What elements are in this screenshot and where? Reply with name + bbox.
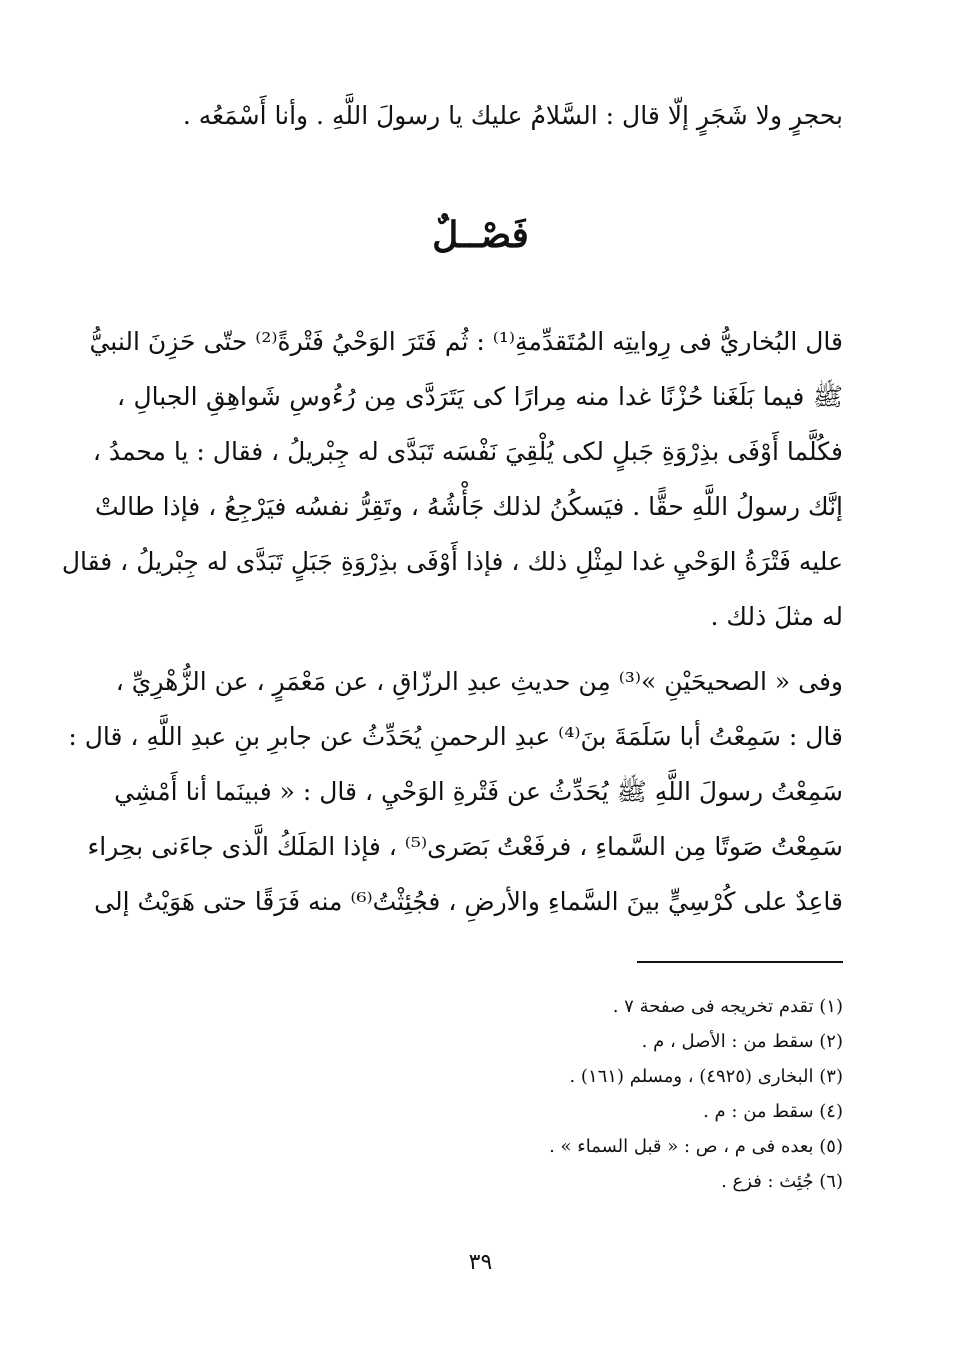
- footnote: (٣) البخارى (٤٩٢٥) ، ومسلم (١٦١) .: [569, 1066, 843, 1087]
- paragraph-line: عليه فَتْرَةُ الوَحْيِ غدا لمِثْلِ ذلك ، فإذا أَوْفَى بذِرْوَةِ جَبَلٍ تَبَدَّى له جِبْريلُ ، فقال: [61, 547, 843, 576]
- section-heading: فَصْــلٌ: [432, 214, 529, 256]
- paragraph-line: فكُلَّما أَوْفَى بذِرْوَةِ جَبلٍ لكى يُلْقِيَ نَفْسَه تَبَدَّى له جِبْريلُ ، فقال : يا محمدُ ،: [92, 437, 843, 466]
- paragraph-line: قال البُخاريُّ فى رِوايتِه المُتَقدِّمةِ⁽¹⁾ : ثُم فَتَرَ الوَحْيُ فَتْرةً⁽²⁾ حتّى حَزِنَ النبيُّ: [89, 327, 843, 356]
- paragraph-line: قال : سَمِعْتُ أبا سَلَمَةَ بنَ⁽⁴⁾ عبدِ الرحمنِ يُحَدِّثُ عن جابرِ بنِ عبدِ اللَّهِ ، قال :: [68, 722, 843, 751]
- paragraph-line: إنَّك رسولُ اللَّهِ حقًّا . فيَسكُنُ لذلك جَأْشُهُ ، وتَقِرُّ نفسُه فيَرْجِعُ ، فإذا طالتْ: [94, 492, 843, 521]
- paragraph-line: ﷺ فيما بَلَغَنا حُزْنًا غدا منه مِرارًا كى يَتَرَدَّى مِن رُءُوسِ شَواهِقِ الجبالِ ،: [117, 382, 843, 411]
- paragraph-line: له مثلَ ذلك .: [710, 602, 843, 631]
- footnote: (٤) سقط من : م .: [703, 1101, 843, 1122]
- paragraph-line: قاعِدٌ على كُرْسِيٍّ بينَ السَّماءِ والأرضِ ، فجُئِثْتُ⁽⁶⁾ منه فَرَقًا حتى هَوَيْتُ إلى: [94, 887, 843, 916]
- paragraph-line: وفى « الصحيحَيْنِ »⁽³⁾ مِن حديثِ عبدِ الرزّاقِ ، عن مَعْمَرٍ ، عن الزُّهْرِيِّ ،: [115, 667, 843, 696]
- footnote-separator: [637, 961, 843, 963]
- footnote: (١) تقدم تخريجه فى صفحة ٧ .: [612, 996, 843, 1017]
- page-number: ٣٩: [468, 1250, 493, 1275]
- continuation-line: بحجرٍ ولا شَجَرٍ إلّا قال : السَّلامُ عليك يا رسولَ اللَّهِ . وأنا أَسْمَعُه .: [182, 101, 843, 130]
- footnote: (٢) سقط من : الأصل ، م .: [641, 1031, 843, 1052]
- paragraph-line: سَمِعْتُ رسولَ اللَّهِ ﷺ يُحَدِّثُ عن فَتْرةِ الوَحْيِ ، قال : « فبينَما أنا أَمْشِي: [114, 777, 843, 806]
- paragraph-line: سَمِعْتُ صَوتًا مِن السَّماءِ ، فرفَعْتُ بَصَرى⁽⁵⁾ ، فإذا المَلَكُ الَّذى جاءَنى بحِراء: [87, 832, 843, 861]
- footnote: (٦) جُئِث : فزع .: [721, 1171, 843, 1192]
- footnote: (٥) بعده فى م ، ص : « قبل السماء » .: [549, 1136, 843, 1157]
